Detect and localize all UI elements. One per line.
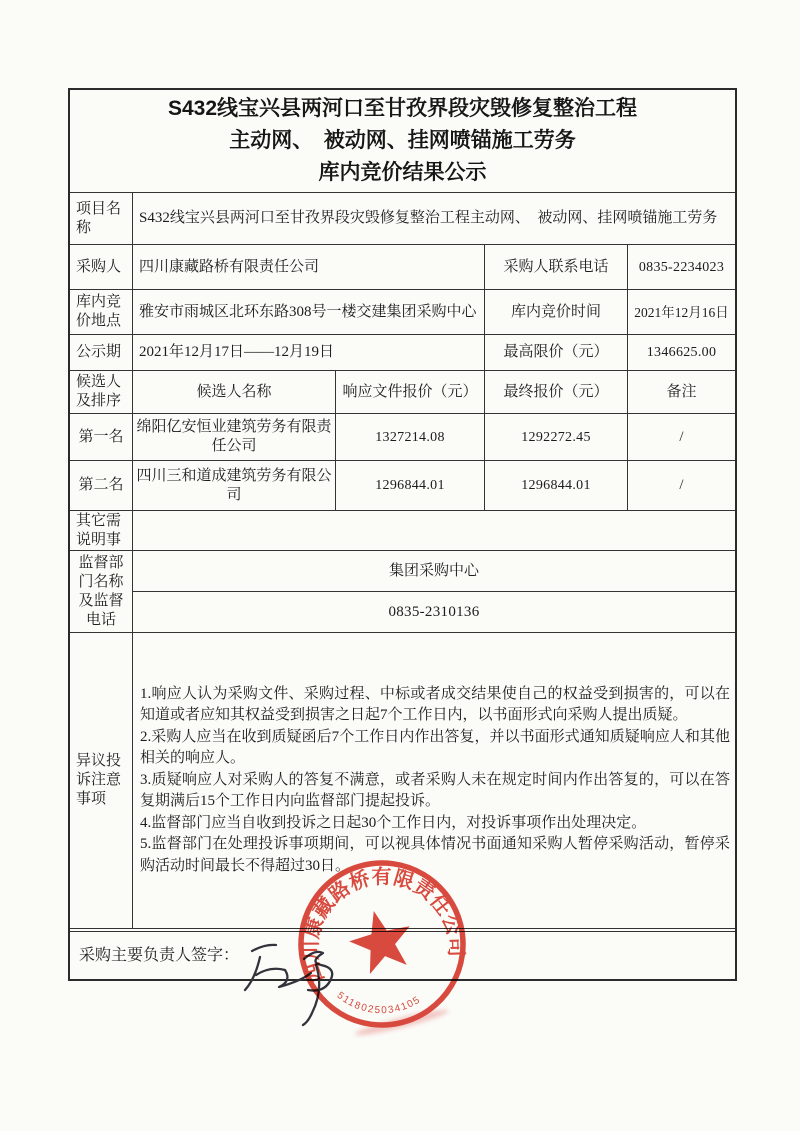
- notice-table: [68, 88, 737, 981]
- publicity-label: 公示期: [76, 344, 122, 360]
- notice-title: [70, 90, 735, 192]
- supervision-label: 监督部门名称及监督电话: [78, 554, 124, 628]
- objection-item: 1.响应人认为采购文件、采购过程、中标或者成交结果使自己的权益受到损害的，可以在知道或者应知其权益受到损害之日起7个工作日内，以书面形式向采购人提出质疑。: [140, 685, 730, 724]
- candidate-name: 绵阳亿安恒业建筑劳务有限责任公司: [132, 414, 335, 460]
- row-publicity-period: [70, 334, 735, 370]
- row-other-notes: [70, 510, 735, 550]
- seal-serial-number: 5118025034105: [334, 990, 423, 1017]
- title-line-1: S432线宝兴县两河口至甘孜界段灾毁修复整治工程: [167, 97, 638, 120]
- buyer-label: 采购人: [76, 258, 122, 275]
- candidate-final-bid: 1292272.45: [484, 414, 627, 460]
- max-price-label: 最高限价（元）: [484, 335, 627, 370]
- company-seal-stamp: [287, 849, 477, 1039]
- candidate-name: 四川三和道成建筑劳务有限公司: [132, 461, 335, 510]
- candidate-remark: /: [627, 414, 735, 460]
- project-name-value: S432线宝兴县两河口至甘孜界段灾毁修复整治工程主动网、 被动网、挂网喷锚施工劳务: [132, 193, 735, 244]
- table-row: [70, 413, 735, 460]
- signature-label: 采购主要负责人签字：: [79, 947, 240, 964]
- buyer-phone-label: 采购人联系电话: [484, 245, 627, 289]
- bidding-time-value: 2021年12月16日: [627, 290, 735, 334]
- table-row: [70, 460, 735, 510]
- buyer-phone-value: 0835-2234023: [627, 245, 735, 289]
- candidate-rank: 第二名: [78, 477, 124, 493]
- venue-value: 雅安市雨城区北环东路308号一楼交建集团采购中心: [132, 290, 484, 334]
- supervision-dept: 集团采购中心: [388, 562, 479, 579]
- other-notes-value: [132, 511, 735, 550]
- row-project-name: [70, 192, 735, 244]
- candidate-remark: /: [627, 461, 735, 510]
- header-final-bid: 最终报价（元）: [484, 371, 627, 413]
- candidate-doc-bid: 1296844.01: [335, 461, 484, 510]
- candidates-header-row: [70, 370, 735, 413]
- row-buyer: [70, 244, 735, 289]
- objection-item: 4.监督部门应当自收到投诉之日起30个工作日内，对投诉事项作出处理决定。: [140, 814, 647, 831]
- header-rank: 候选人及排序: [76, 374, 122, 409]
- objection-item: 3.质疑响应人对采购人的答复不满意，或者采购人未在规定时间内作出答复的，可以在答复期满后15个工作日内向监督部门提起投诉。: [140, 771, 730, 810]
- candidate-final-bid: 1296844.01: [484, 461, 627, 510]
- venue-label: 库内竞价地点: [76, 294, 122, 329]
- project-name-label: 项目名称: [76, 200, 122, 236]
- seal-star-icon: [344, 903, 419, 977]
- title-line-3: 库内竞价结果公示: [318, 161, 487, 184]
- header-candidate-name: 候选人名称: [132, 371, 335, 413]
- other-notes-label: 其它需说明事: [76, 512, 122, 548]
- supervision-values: [132, 551, 735, 632]
- candidate-rank: 第一名: [78, 428, 124, 445]
- buyer-value: 四川康藏路桥有限责任公司: [132, 245, 484, 289]
- objection-item: 2.采购人应当在收到质疑函后7个工作日内作出答复，并以书面形式通知质疑响应人和其他相关的响应人。: [140, 728, 730, 767]
- row-supervision: [70, 550, 735, 632]
- candidate-doc-bid: 1327214.08: [335, 414, 484, 460]
- max-price-value: 1346625.00: [627, 335, 735, 370]
- header-doc-bid: 响应文件报价（元）: [335, 371, 484, 413]
- header-remark: 备注: [627, 371, 735, 413]
- publicity-value: 2021年12月17日——12月19日: [132, 335, 484, 370]
- bidding-time-label: 库内竞价时间: [484, 290, 627, 334]
- objection-label: 异议投诉注意事项: [76, 753, 122, 807]
- row-bidding-venue: [70, 289, 735, 334]
- supervision-phone: 0835-2310136: [133, 591, 735, 632]
- objection-item: 5.监督部门在处理投诉事项期间，可以视具体情况书面通知采购人暂停采购活动，暂停采购活动时间最长不得超过30日。: [140, 836, 730, 874]
- title-line-2: 主动网、 被动网、挂网喷锚施工劳务: [229, 129, 576, 152]
- seal-company-text: 四川康藏路桥有限责任公司: [300, 866, 467, 986]
